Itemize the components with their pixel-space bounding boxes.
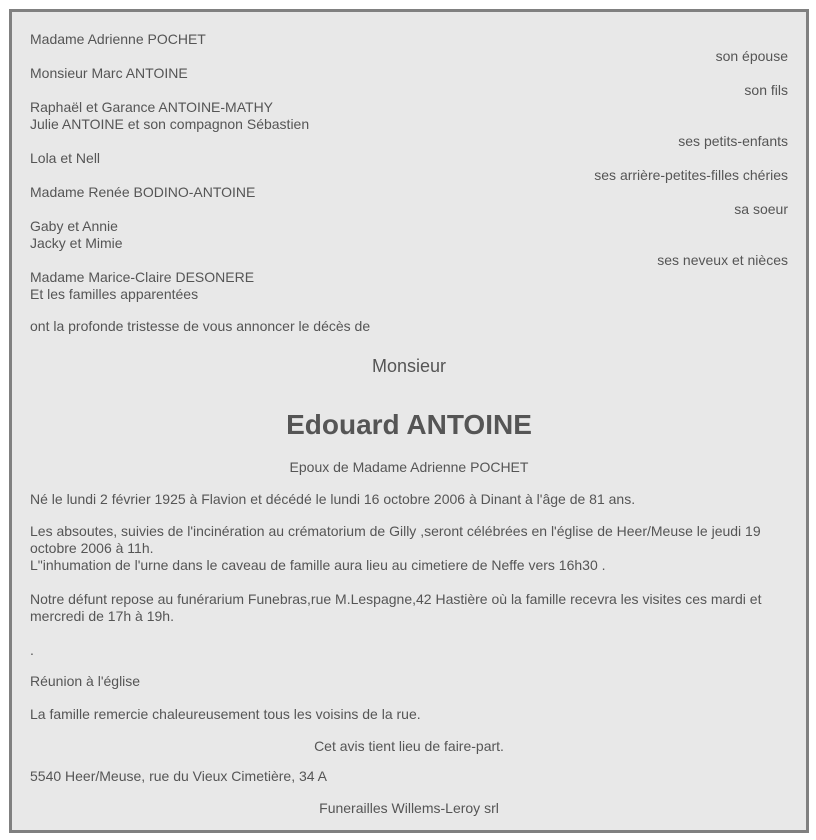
family-member-name: Et les familles apparentées bbox=[30, 286, 199, 302]
inhumation-text: L"inhumation de l'urne dans le caveau de famille aura lieu au cimetiere de Neffe vers 16h30 . bbox=[30, 557, 606, 573]
notice-text: Cet avis tient lieu de faire-part. bbox=[314, 738, 504, 754]
birth-death-text: Né le lundi 2 février 1925 à Flavion et décédé le lundi 16 octobre 2006 à Dinant à l'âge de 81 ans. bbox=[30, 491, 636, 507]
funerarium-text: Notre défunt repose au funérarium Funebras,rue M.Lespagne,42 Hastière où la famille recevra les visites ces mardi et mercredi de 17h à 19h. bbox=[30, 591, 762, 624]
family-relation: ses arrière-petites-filles chéries bbox=[594, 167, 788, 183]
family-relation: sa soeur bbox=[734, 201, 788, 217]
announcement-text: ont la profonde tristesse de vous annoncer le décès de bbox=[30, 318, 371, 334]
family-relation: son fils bbox=[744, 82, 788, 98]
family-relation: ses petits-enfants bbox=[678, 133, 788, 149]
separator-dot: . bbox=[30, 642, 34, 658]
thanks-text: La famille remercie chaleureusement tous les voisins de la rue. bbox=[30, 706, 421, 722]
family-member-name: Madame Renée BODINO-ANTOINE bbox=[30, 184, 256, 200]
honorific: Monsieur bbox=[371, 356, 447, 376]
family-member-name: Madame Adrienne POCHET bbox=[30, 31, 206, 47]
family-relation: son épouse bbox=[715, 48, 788, 64]
family-member-name: Lola et Nell bbox=[30, 150, 101, 166]
ceremony-text: Les absoutes, suivies de l'incinération au crématorium de Gilly ,seront célébrées en l'église de Heer/Meuse le jeudi 19 octobre 2006 à 11h. bbox=[30, 523, 761, 556]
address-text: 5540 Heer/Meuse, rue du Vieux Cimetière, 34 A bbox=[30, 768, 328, 784]
family-member-name: Madame Marice-Claire DESONERE bbox=[30, 269, 255, 285]
family-relation: ses neveux et nièces bbox=[657, 252, 788, 268]
family-member-name: Jacky et Mimie bbox=[30, 235, 123, 251]
reunion-text: Réunion à l'église bbox=[30, 673, 141, 689]
family-member-name: Raphaël et Garance ANTOINE-MATHY bbox=[30, 99, 274, 115]
funeral-home: Funerailles Willems-Leroy srl bbox=[319, 800, 499, 816]
family-member-name: Julie ANTOINE et son compagnon Sébastien bbox=[30, 116, 310, 132]
family-member-name: Monsieur Marc ANTOINE bbox=[30, 65, 188, 81]
family-member-name: Gaby et Annie bbox=[30, 218, 118, 234]
deceased-name: Edouard ANTOINE bbox=[286, 409, 532, 440]
death-notice bbox=[9, 9, 809, 833]
spouse-line: Epoux de Madame Adrienne POCHET bbox=[289, 459, 529, 475]
